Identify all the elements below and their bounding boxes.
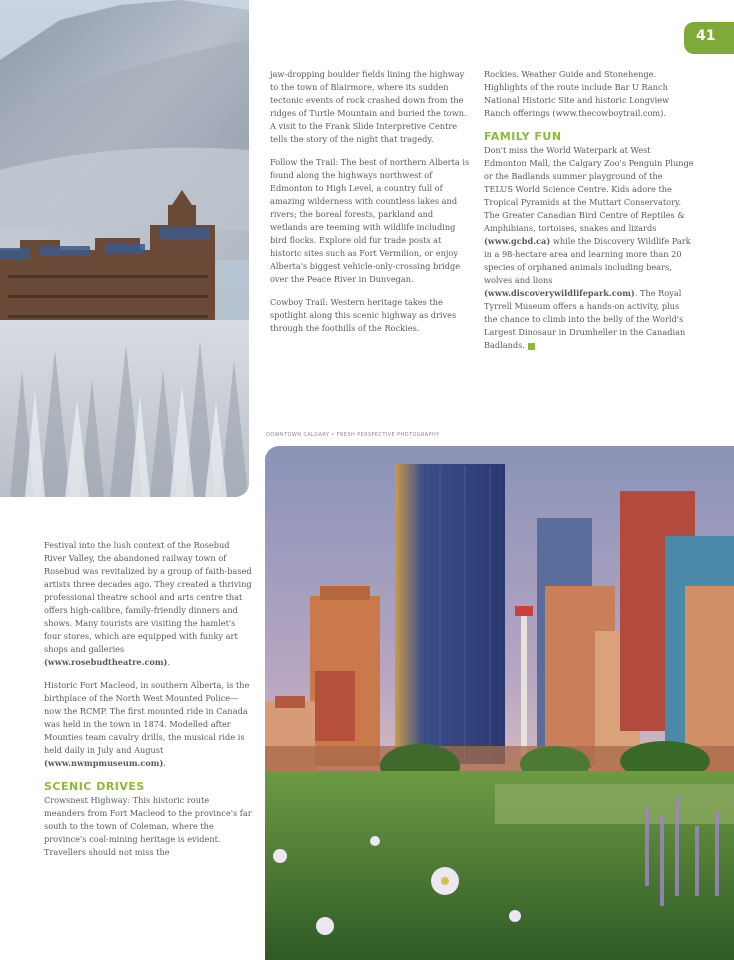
link-nwmp-museum[interactable]: (www.nwmpmuseum.com) (44, 758, 164, 768)
photo-caption: DOWNTOWN CALGARY • FRESH PERSPECTIVE PHOTOGRAPHY (266, 432, 440, 438)
link-gcbd[interactable]: (www.gcbd.ca) (484, 236, 551, 246)
article-column-right (484, 68, 694, 362)
paragraph-family-fun: Don't miss the World Waterpark at West Edmonton Mall, the Calgary Zoo's Penguin Plunge or the Badlands summer playground of the TELUS World Science Centre. Kids adore the Tropical Pyramids at the Muttart Conservatory. The Greater Canadian Bird Centre of Reptiles & Amphibians, tortoises, snakes and lizards (www.gcbd.ca) while the Discovery Wildlife Park in a 98-hectare area and learning more than 20 species of orphaned animals including bears, wolves and lions (www.discoverywildlifepark.com). The Royal Tyrrell Museum offers a hands-on activity, plus the chance to climb into the belly of the World's Largest Dinosaur in Drumheller in the Canadian Badlands. (484, 145, 694, 350)
family-fun-heading: FAMILY FUN (484, 130, 562, 143)
page-number: 41 (696, 28, 716, 44)
paragraph-follow-the-trail: Follow the Trail: The best of northern Alberta is found along the highways northwest of Edmonton to High Level, a country full of amazing wilderness with countless lakes and rivers; the boreal forests, parkland and wetlands are teeming with wildlife including bird flocks. Explore old fur trade posts at historic sites such as Fort Vermilion, or enjoy Alberta's biggest vehicle-only-crossing bridge over the Peace River in Dunvegan. (270, 157, 470, 284)
paragraph-frank-slide: jaw-dropping boulder fields lining the highway to the town of Blairmore, where its sudden tectonic events of rock crashed down from the ridges of Turtle Mountain and buried the town. A visit to the Frank Slide Interpretive Centre tells the story of the night that tragedy. (270, 69, 467, 144)
paragraph-crowsnest-highway: Crowsnest Highway: This historic route meanders from Fort Macleod to the province's far south to the town of Coleman, where the province's coal-mining heritage is evident. Travellers should not miss the (44, 795, 252, 857)
calgary-skyline-photo (265, 446, 734, 960)
page-number-tab (684, 22, 734, 54)
banff-hotel-photo (0, 0, 249, 497)
end-of-article-icon (528, 343, 535, 350)
link-rosebud-theatre[interactable]: (www.rosebudtheatre.com) (44, 657, 168, 667)
paragraph-fort-macleod: Historic Fort Macleod, in southern Alberta, is the birthplace of the North West Mounted Police—now the RCMP. The first mounted ride in Canada was held in the town in 1874. Modelled after Mounties team cavalry drills, the musical ride is held daily in July and August (www.nwmpmuseum.com). (44, 680, 250, 768)
paragraph-cowboy-trail: Cowboy Trail: Western heritage takes the spotlight along this scenic highway as drives through the foothills of the Rockies. (270, 297, 457, 333)
paragraph-rosebud: Festival into the lush context of the Rosebud River Valley, the abandoned railway town of Rosebud was revitalized by a group of faith-based artists three decades ago. They created a thriving professional theatre school and arts centre that offers high-calibre, family-friendly dinners and shows. Many tourists are visiting the hamlet's four stores, which are equipped with funky art shops and galleries (www.rosebudtheatre.com). (44, 540, 252, 667)
link-discovery-wildlife[interactable]: (www.discoverywildlifepark.com) (484, 288, 635, 298)
scenic-drives-heading: SCENIC DRIVES (44, 780, 145, 793)
article-column-middle (270, 68, 470, 345)
paragraph-cowboy-trail-cont: Rockies. Weather Guide and Stonehenge. Highlights of the route include Bar U Ranch National Historic Site and historic Longview Ranch offerings (www.thecowboytrail.com). (484, 69, 670, 118)
article-column-left (44, 539, 252, 869)
